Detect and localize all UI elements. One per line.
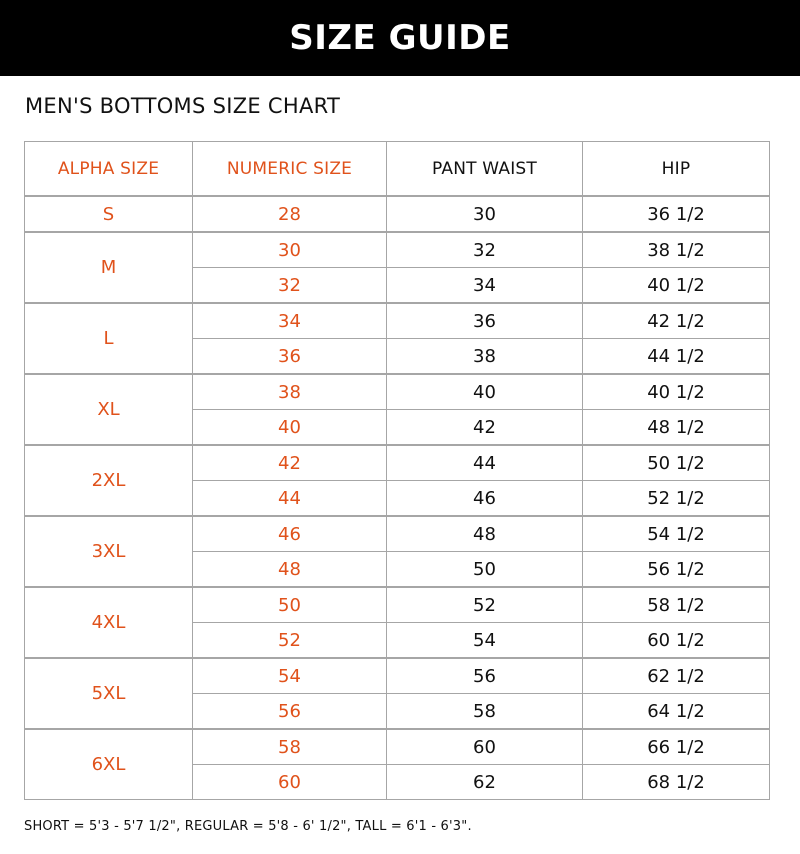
pant-waist-cell: 48 [387, 516, 583, 552]
column-header-alpha-size: ALPHA SIZE [25, 142, 193, 197]
alpha-size-cell: S [25, 196, 193, 232]
numeric-size-cell: 52 [193, 623, 387, 659]
inseam-footnote: SHORT = 5'3 - 5'7 1/2", REGULAR = 5'8 - 6' 1/2", TALL = 6'1 - 6'3". [24, 819, 472, 834]
hip-cell: 60 1/2 [583, 623, 770, 659]
numeric-size-cell: 60 [193, 765, 387, 800]
alpha-size-cell: M [25, 232, 193, 303]
hip-cell: 58 1/2 [583, 587, 770, 623]
table-row [25, 729, 770, 765]
header-bar [0, 0, 800, 76]
hip-cell: 38 1/2 [583, 232, 770, 268]
numeric-size-cell: 40 [193, 410, 387, 446]
numeric-size-cell: 54 [193, 658, 387, 694]
pant-waist-cell: 56 [387, 658, 583, 694]
numeric-size-cell: 50 [193, 587, 387, 623]
table-row [25, 232, 770, 268]
hip-cell: 36 1/2 [583, 196, 770, 232]
size-chart-table [24, 141, 770, 800]
numeric-size-cell: 30 [193, 232, 387, 268]
numeric-size-cell: 36 [193, 339, 387, 375]
table-row [25, 516, 770, 552]
hip-cell: 42 1/2 [583, 303, 770, 339]
pant-waist-cell: 34 [387, 268, 583, 304]
hip-cell: 40 1/2 [583, 374, 770, 410]
table-body [25, 196, 770, 800]
alpha-size-cell: 6XL [25, 729, 193, 800]
hip-cell: 50 1/2 [583, 445, 770, 481]
table-row [25, 658, 770, 694]
pant-waist-cell: 44 [387, 445, 583, 481]
hip-cell: 40 1/2 [583, 268, 770, 304]
pant-waist-cell: 38 [387, 339, 583, 375]
pant-waist-cell: 58 [387, 694, 583, 730]
numeric-size-cell: 58 [193, 729, 387, 765]
pant-waist-cell: 54 [387, 623, 583, 659]
hip-cell: 64 1/2 [583, 694, 770, 730]
page-title: SIZE GUIDE [289, 18, 511, 58]
pant-waist-cell: 50 [387, 552, 583, 588]
hip-cell: 68 1/2 [583, 765, 770, 800]
pant-waist-cell: 46 [387, 481, 583, 517]
hip-cell: 56 1/2 [583, 552, 770, 588]
pant-waist-cell: 52 [387, 587, 583, 623]
numeric-size-cell: 48 [193, 552, 387, 588]
hip-cell: 62 1/2 [583, 658, 770, 694]
chart-title: MEN'S BOTTOMS SIZE CHART [25, 94, 341, 118]
column-header-pant-waist: PANT WAIST [387, 142, 583, 197]
pant-waist-cell: 32 [387, 232, 583, 268]
numeric-size-cell: 38 [193, 374, 387, 410]
numeric-size-cell: 42 [193, 445, 387, 481]
hip-cell: 44 1/2 [583, 339, 770, 375]
table-row [25, 445, 770, 481]
pant-waist-cell: 40 [387, 374, 583, 410]
numeric-size-cell: 44 [193, 481, 387, 517]
numeric-size-cell: 28 [193, 196, 387, 232]
hip-cell: 52 1/2 [583, 481, 770, 517]
pant-waist-cell: 60 [387, 729, 583, 765]
alpha-size-cell: L [25, 303, 193, 374]
hip-cell: 54 1/2 [583, 516, 770, 552]
pant-waist-cell: 36 [387, 303, 583, 339]
pant-waist-cell: 30 [387, 196, 583, 232]
numeric-size-cell: 46 [193, 516, 387, 552]
alpha-size-cell: 3XL [25, 516, 193, 587]
table-row [25, 303, 770, 339]
column-header-hip: HIP [583, 142, 770, 197]
hip-cell: 66 1/2 [583, 729, 770, 765]
column-header-numeric-size: NUMERIC SIZE [193, 142, 387, 197]
pant-waist-cell: 62 [387, 765, 583, 800]
numeric-size-cell: 34 [193, 303, 387, 339]
alpha-size-cell: XL [25, 374, 193, 445]
alpha-size-cell: 2XL [25, 445, 193, 516]
table-header-row [25, 142, 770, 197]
table-row [25, 374, 770, 410]
pant-waist-cell: 42 [387, 410, 583, 446]
table-row [25, 196, 770, 232]
table-row [25, 587, 770, 623]
alpha-size-cell: 4XL [25, 587, 193, 658]
numeric-size-cell: 32 [193, 268, 387, 304]
numeric-size-cell: 56 [193, 694, 387, 730]
alpha-size-cell: 5XL [25, 658, 193, 729]
hip-cell: 48 1/2 [583, 410, 770, 446]
